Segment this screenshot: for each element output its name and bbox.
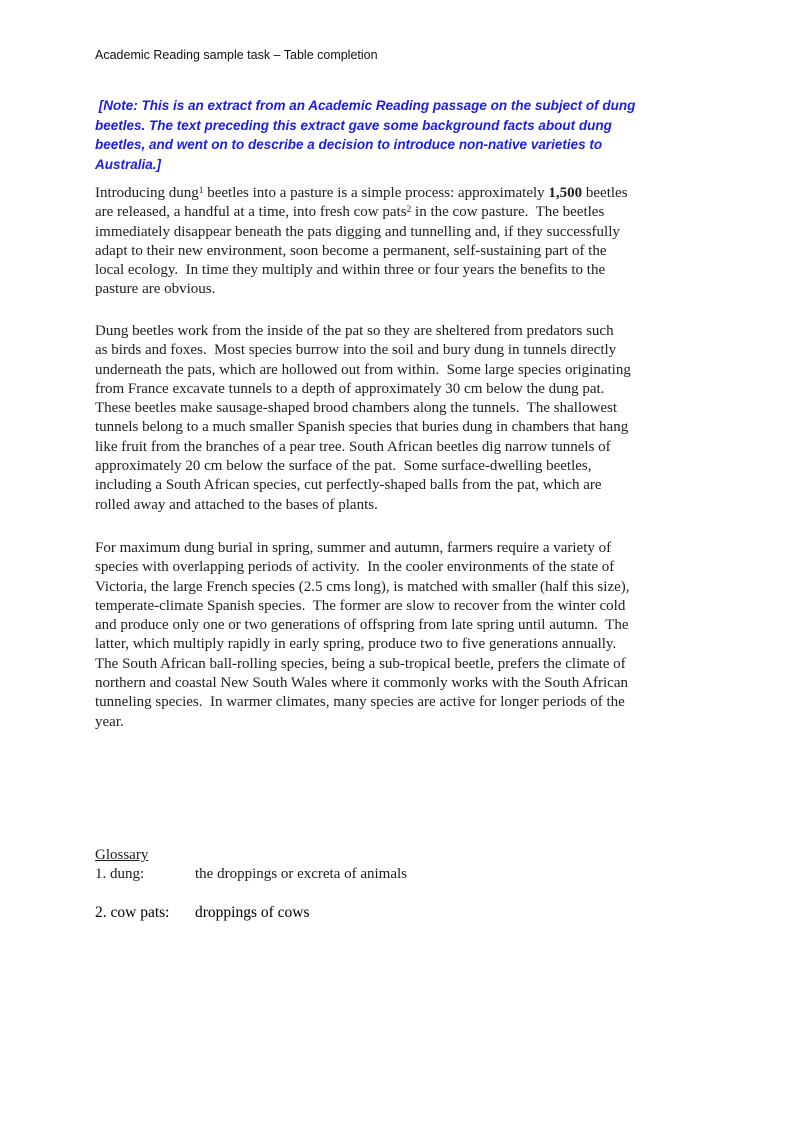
text-line [95, 578, 775, 597]
passage-paragraph-1 [95, 184, 775, 300]
text-line [95, 418, 775, 437]
text-line [95, 713, 775, 732]
glossary-section [95, 846, 735, 922]
glossary-definition: droppings of cows [195, 903, 310, 921]
text-line [95, 655, 775, 674]
text-line [95, 674, 775, 693]
text-segment: and produce only one or two generations of offspring from late spring until autumn. The [95, 617, 629, 634]
text-segment: in the cow pasture. The beetles [411, 204, 605, 221]
text-line [95, 496, 775, 515]
text-segment: underneath the pats, which are hollowed out from within. Some large species originating [95, 361, 631, 378]
glossary-term: 1. dung: [95, 866, 145, 883]
text-segment: as birds and foxes. Most species burrow into the soil and bury dung in tunnels directly [95, 342, 617, 359]
text-line [95, 399, 775, 418]
text-segment: These beetles make sausage-shaped brood chambers along the tunnels. The shallowest [95, 400, 618, 417]
text-segment: local ecology. In time they multiply and within three or four years the benefits to the [95, 262, 606, 279]
text-line [95, 539, 775, 558]
text-segment: beetles [582, 185, 628, 201]
text-segment: northern and coastal New South Wales where it commonly works with the South African [95, 675, 628, 692]
glossary-entry [95, 865, 735, 884]
text-segment: including a South African species, cut perfectly-shaped balls from the pat, which are [95, 477, 602, 494]
passage-paragraph-3 [95, 539, 775, 732]
text-line [95, 476, 775, 495]
text-segment: The South African ball-rolling species, being a sub-tropical beetle, prefers the climate of [95, 655, 626, 672]
text-line [95, 635, 775, 654]
text-segment: immediately disappear beneath the pats digging and tunnelling and, if they successfully [95, 223, 620, 240]
text-segment: Victoria, the large French species (2.5 cms long), is matched with smaller (half this size), [95, 578, 630, 595]
text-segment: adapt to their new environment, soon become a permanent, self-sustaining part of the [95, 242, 607, 259]
text-line [95, 203, 775, 222]
glossary-entry [95, 903, 735, 922]
text-line [95, 184, 775, 203]
page-title: Academic Reading sample task – Table completion [95, 48, 378, 62]
text-segment: 1,500 [548, 185, 583, 201]
note-line: [Note: This is an extract from an Academic Reading passage on the subject of dung [95, 98, 636, 113]
text-line [95, 438, 775, 457]
text-line [95, 457, 775, 476]
note-line: beetles, and went on to describe a decision to introduce non-native varieties to [95, 137, 603, 153]
glossary-title: Glossary [95, 847, 149, 863]
text-segment: approximately 20 cm below the surface of the pat. Some surface-dwelling beetles, [95, 458, 592, 475]
text-segment: from France excavate tunnels to a depth of approximately 30 cm below the dung pat. [95, 380, 605, 397]
text-segment: like fruit from the branches of a pear tree. South African beetles dig narrow tunnels of [95, 438, 611, 455]
text-segment: year. [95, 713, 124, 730]
text-segment: rolled away and attached to the bases of plants. [95, 496, 378, 513]
text-segment: beetles into a pasture is a simple process: approximately [203, 185, 549, 201]
text-segment: For maximum dung burial in spring, summer and autumn, farmers require a variety of [95, 540, 612, 556]
text-line [95, 597, 775, 616]
text-segment: pasture are obvious. [95, 281, 216, 298]
footnote-marker: 1 [198, 186, 204, 196]
note-line: Australia.] [95, 156, 162, 172]
text-line [95, 616, 775, 635]
note-line: beetles. The text preceding this extract gave some background facts about dung [95, 117, 612, 133]
glossary-entries [95, 865, 735, 922]
text-line [95, 380, 775, 399]
footnote-marker: 2 [406, 205, 412, 216]
text-line [95, 261, 775, 280]
text-segment: Introducing dung [95, 185, 199, 201]
text-segment: species with overlapping periods of activity. In the cooler environments of the state of [95, 559, 615, 576]
passage-paragraph-2 [95, 322, 775, 515]
note-paragraph [95, 96, 735, 174]
text-segment: are released, a handful at a time, into fresh cow pats [95, 204, 407, 221]
glossary-definition: the droppings or excreta of animals [195, 866, 408, 883]
text-segment: temperate-climate Spanish species. The former are slow to recover from the winter cold [95, 597, 626, 614]
text-segment: tunnels belong to a much smaller Spanish species that buries dung in chambers that hang [95, 419, 629, 436]
text-segment: Dung beetles work from the inside of the pat so they are sheltered from predators such [95, 323, 614, 339]
text-segment: latter, which multiply rapidly in early spring, produce two to five generations annually. [95, 636, 617, 653]
text-line [95, 223, 775, 242]
text-line [95, 280, 775, 299]
text-line [95, 341, 775, 360]
text-line [95, 242, 775, 261]
text-line [95, 693, 775, 712]
text-segment: tunneling species. In warmer climates, many species are active for longer periods of the [95, 694, 625, 711]
text-line [95, 558, 775, 577]
glossary-term: 2. cow pats: [95, 903, 170, 921]
text-line [95, 361, 775, 380]
text-line [95, 322, 775, 341]
